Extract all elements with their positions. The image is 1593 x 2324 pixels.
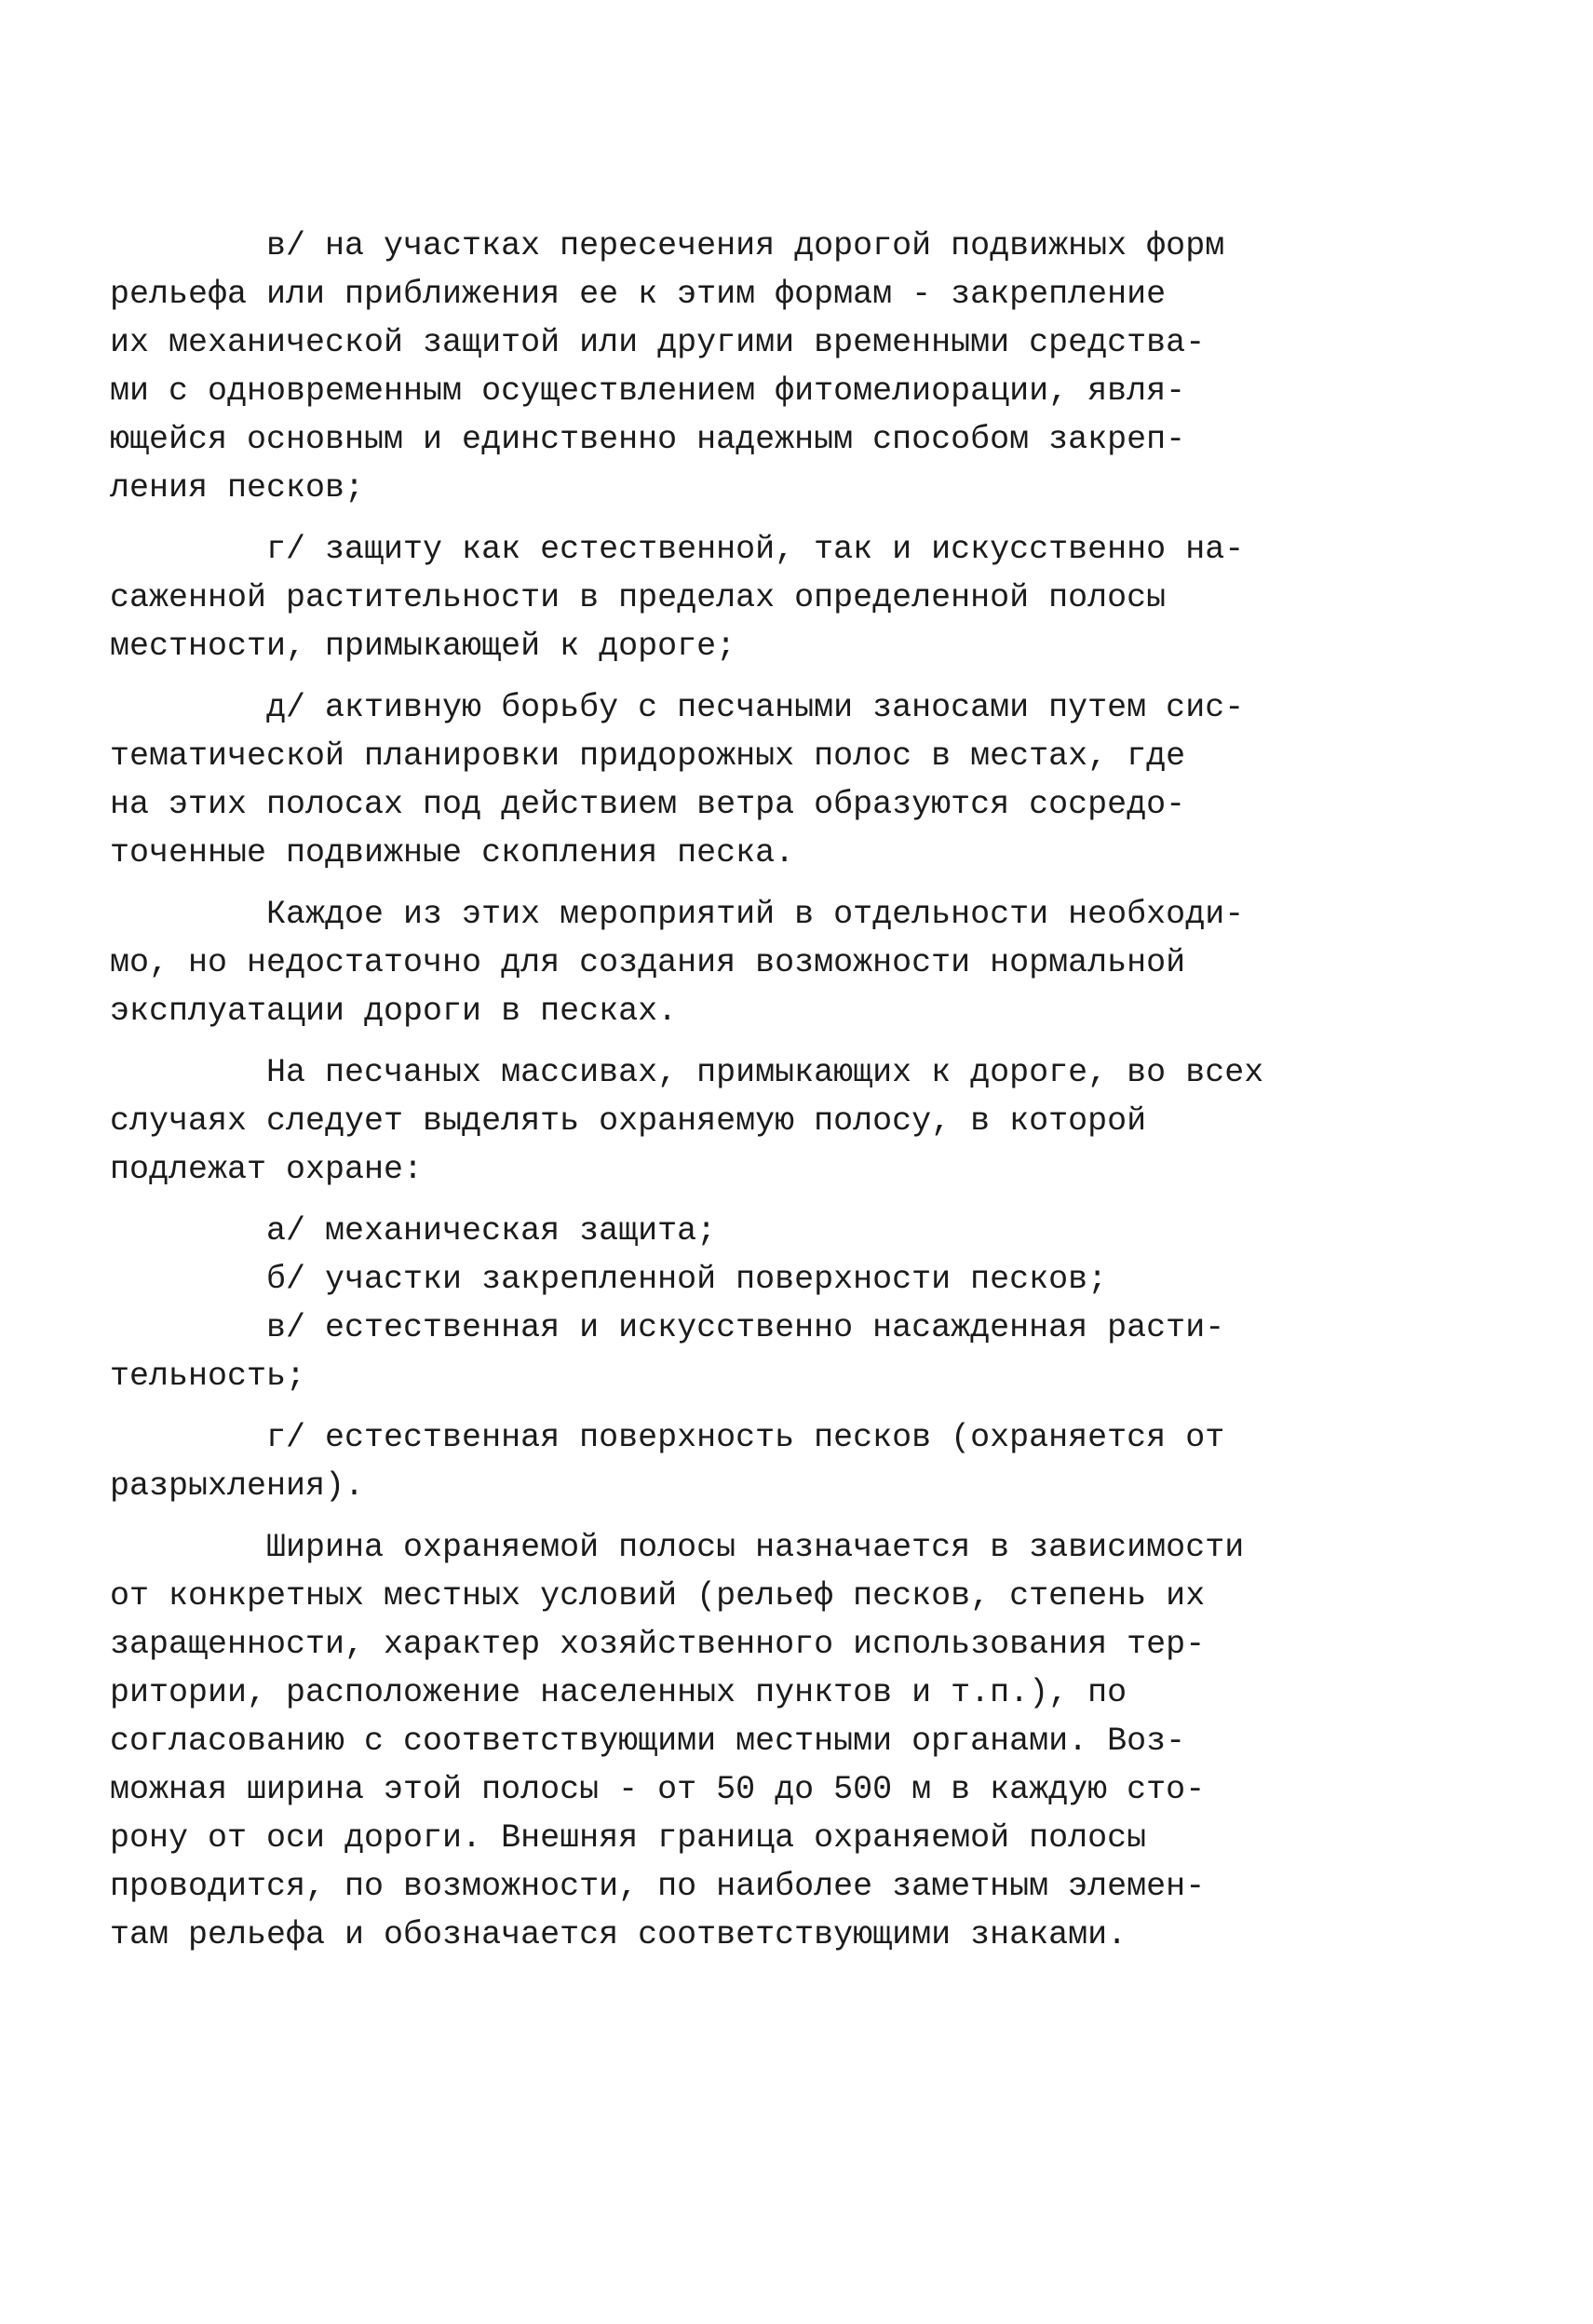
- text-line: мо, но недостаточно для создания возможности нормальной: [110, 944, 1186, 981]
- text-line: ми с одновременным осуществлением фитомелиорации, явля-: [110, 372, 1186, 410]
- list-protected-items: [110, 1207, 1283, 1400]
- text-line: саженной растительности в пределах определенной полосы: [110, 579, 1167, 616]
- paragraph-gap: [110, 877, 1283, 890]
- text-line: рельефа или приближения ее к этим формам - закрепление: [110, 276, 1167, 313]
- paragraph-gap: [110, 1035, 1283, 1048]
- text-line: проводится, по возможности, по наиболее заметным элемен-: [110, 1868, 1206, 1905]
- list-item: б/ участки закрепленной поверхности песков;: [110, 1261, 1108, 1298]
- text-line: д/ активную борьбу с песчаными заносами путем сис-: [110, 689, 1245, 726]
- list-item-continuation: тельность;: [110, 1358, 306, 1395]
- paragraph-g-vegetation-protection: [110, 525, 1283, 670]
- list-item: в/ естественная и искусственно насажденная расти-: [110, 1309, 1225, 1346]
- text-line: можная ширина этой полосы - от 50 до 500 м в каждую сто-: [110, 1771, 1206, 1808]
- list-item: а/ механическая защита;: [110, 1212, 717, 1250]
- text-line: г/ защиту как естественной, так и искусственно на-: [110, 531, 1245, 568]
- paragraph-d-sand-drift-control: [110, 683, 1283, 877]
- text-line: там рельефа и обозначается соответствующими знаками.: [110, 1916, 1127, 1953]
- list-item-continuation: разрыхления).: [110, 1467, 365, 1505]
- text-line: рону от оси дороги. Внешняя граница охраняемой полосы: [110, 1819, 1147, 1857]
- text-line: подлежат охране:: [110, 1151, 424, 1188]
- text-line: эксплуатации дороги в песках.: [110, 993, 678, 1030]
- paragraph-gap: [110, 1194, 1283, 1207]
- text-line: на этих полосах под действием ветра образуются сосредо-: [110, 786, 1186, 823]
- text-line: случаях следует выделять охраняемую полосу, в которой: [110, 1102, 1147, 1140]
- text-line: тематической планировки придорожных полос в местах, где: [110, 737, 1186, 775]
- paragraph-gap: [110, 670, 1283, 683]
- text-line: ющейся основным и единственно надежным способом закреп-: [110, 421, 1186, 458]
- paragraph-protected-strip: [110, 1048, 1283, 1194]
- text-line: Ширина охраняемой полосы назначается в зависимости: [110, 1529, 1245, 1566]
- text-line: местности, примыкающей к дороге;: [110, 628, 736, 665]
- text-line: ритории, расположение населенных пунктов и т.п.), по: [110, 1674, 1127, 1711]
- paragraph-v-moving-landforms: [110, 222, 1283, 512]
- paragraph-gap: [110, 1510, 1283, 1523]
- list-item-natural-surface: [110, 1413, 1283, 1510]
- document-body: [110, 222, 1283, 1959]
- paragraph-gap: [110, 1400, 1283, 1413]
- text-line: в/ на участках пересечения дорогой подвижных форм: [110, 227, 1225, 264]
- text-line: На песчаных массивах, примыкающих к дороге, во всех: [110, 1054, 1264, 1091]
- text-line: заращенности, характер хозяйственного использования тер-: [110, 1626, 1206, 1663]
- paragraph-gap: [110, 512, 1283, 525]
- text-line: от конкретных местных условий (рельеф песков, степень их: [110, 1577, 1206, 1615]
- list-item: г/ естественная поверхность песков (охраняется от: [110, 1419, 1225, 1456]
- text-line: точенные подвижные скопления песка.: [110, 834, 795, 872]
- paragraph-strip-width: [110, 1523, 1283, 1959]
- text-line: Каждое из этих мероприятий в отдельности необходи-: [110, 896, 1245, 933]
- paragraph-measures-insufficient: [110, 890, 1283, 1035]
- text-line: согласованию с соответствующими местными органами. Воз-: [110, 1723, 1186, 1760]
- text-line: их механической защитой или другими временными средства-: [110, 324, 1206, 361]
- text-line: ления песков;: [110, 469, 365, 507]
